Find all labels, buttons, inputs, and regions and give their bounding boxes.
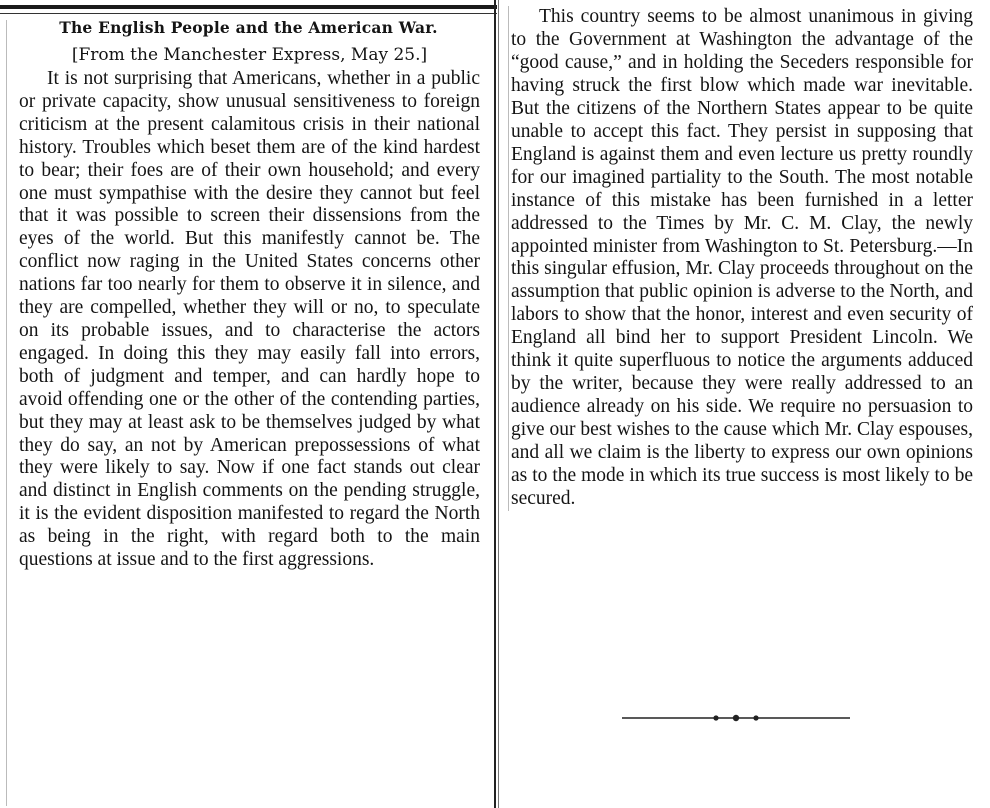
column-divider: [494, 0, 496, 808]
right-column-paragraph: This country seems to be almost unanimous in giving to the Government at Washington the advantage of the “good cause,” and in holding the Seceders responsible for having struck the first blow which made war inevitable. But the citizens of the Northern States appear to be quite unable to accept this fact. They persist in supposing that England is against them and even lecture us pretty roundly for our imagined partiality to the South. The most notable instance of this mistake has been furnished in a letter addressed to the Times by Mr. C. M. Clay, the newly appointed minister from Washington to St. Petersburg.—In this singular effusion, Mr. Clay proceeds throughout on the assumption that public opinion is adverse to the North, and labors to show that the honor, interest and even security of England all bind her to support President Lincoln. We think it quite superfluous to notice the arguments adduced by the writer, because they were really addressed to an audience already on his side. We require no persuasion to give our best wishes to the cause which Mr. Clay espouses, and all we claim is the liberty to express our own opinions as to the mode in which its true success is most likely to be secured.: [511, 6, 973, 510]
right-column: [508, 6, 973, 511]
column-divider-thin: [498, 0, 499, 808]
top-rule-thick: [0, 5, 497, 9]
top-rule-thin: [0, 13, 497, 14]
article-headline: The English People and the American War.: [59, 18, 438, 37]
left-column-paragraph: It is not surprising that Americans, whether in a public or private capacity, show unusual sensitiveness to foreign criticism at the present calamitous crisis in their national history. Troubles which beset them are of the kind hardest to bear; their foes are of their own household; and every one must sympathise with the desire they cannot but feel that it was possible to screen their dissensions from the eyes of the world. But this manifestly cannot be. The conflict now raging in the United States concerns other nations far too nearly for them to observe it in silence, and they are compelled, whether they will or no, to speculate on its probable issues, and to characterise the actors engaged. In doing this they may easily fall into errors, both of judgment and temper, and can hardly hope to avoid offending one or the other of the contending parties, but they may at least ask to be themselves judged by what they do say, an not by American prepossessions of what they were likely to say. Now if one fact stands out clear and distinct in English comments on the pending struggle, it is the evident disposition manifested to regard the North as being in the right, with regard both to the main questions at issue and to the first aggressions.: [19, 68, 480, 571]
article-source: [From the Manchester Express, May 25.]: [71, 45, 428, 65]
end-ornament-rule: [622, 714, 850, 722]
left-column: [6, 20, 480, 806]
